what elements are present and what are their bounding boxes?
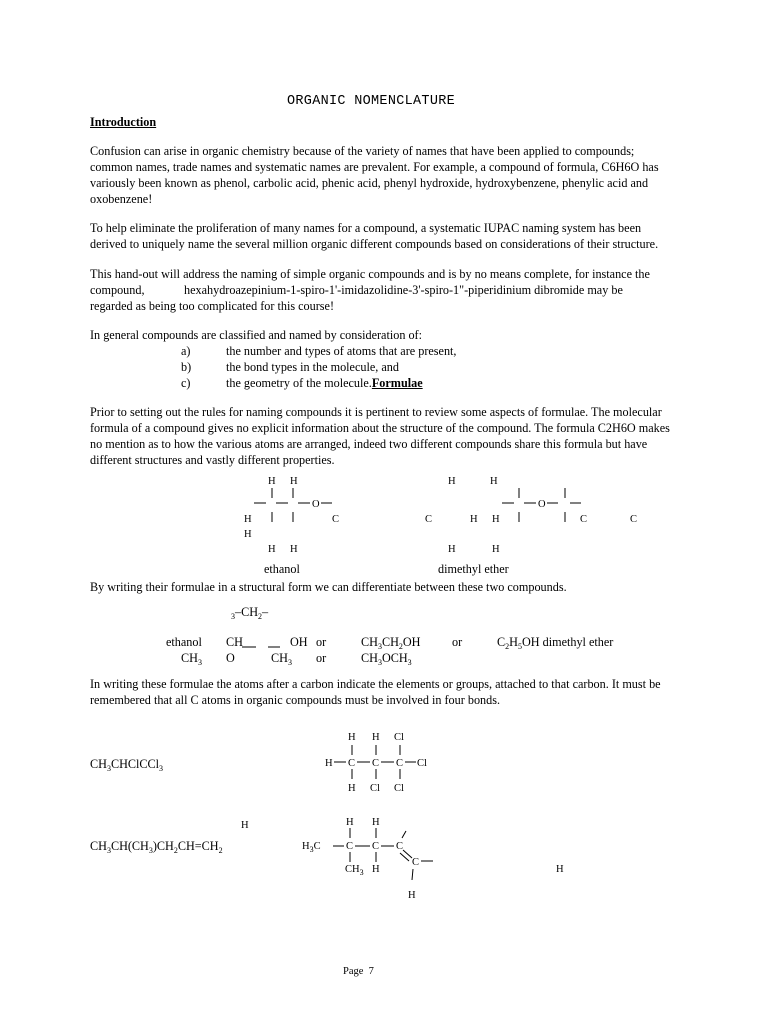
intro-paragraph-3-label: compound,: [90, 283, 145, 297]
ethanol-condensed-formula: $CH_3CH_2OH$: [361, 635, 421, 651]
ethanol-oh-fragment: OH: [290, 635, 308, 649]
formulae-paragraph-1: Prior to setting out the rules for naming compounds it is pertinent to review some aspects of formulae. The molecular formula of a compound gives no explicit information about the structure of the compound. The formula C2H6O makes no mention as to how the various atoms are arranged, indeed two different compounds share this formula but have different structures and vastly different properties.: [90, 405, 670, 467]
dimethyl-ether-condensed-formula: $CH_3OCH_3$: [361, 651, 412, 667]
oxygen-atom: O: [226, 651, 235, 665]
list-item: the bond types in the molecule, and: [226, 360, 399, 374]
introduction-heading: Introduction: [90, 115, 157, 129]
intro-paragraph-2: To help eliminate the proliferation of many names for a compound, a systematic IUPAC naming system has been derived to uniquely name the several million organic different compounds based on considerations of their structure.: [90, 221, 659, 251]
page-title: ORGANIC NOMENCLATURE: [287, 94, 456, 109]
formulae-paragraph-3: In writing these formulae the atoms after a carbon indicate the elements or groups, attached to that carbon. It must be remembered that all C atoms in organic compounds must be involved in four bonds.: [90, 677, 661, 707]
list-marker: c): [181, 376, 191, 390]
intro-paragraph-3-compound-name: hexahydroazepinium-1-spiro-1'-imidazolidine-3'-spiro-1"-piperidinium dibromide may be: [184, 283, 623, 297]
ethanol-ch-fragment: CH: [226, 635, 243, 649]
ethanol-word: ethanol: [166, 635, 202, 649]
list-item: the geometry of the molecule.Formulae: [226, 376, 423, 390]
fragment-formula: $_3-CH_2-$: [231, 605, 269, 621]
ethanol-label: ethanol: [264, 562, 300, 576]
intro-paragraph-3-line-3: regarded as being too complicated for this course!: [90, 299, 334, 313]
list-marker: b): [181, 360, 192, 374]
or-word: or: [316, 635, 327, 649]
compound-1-formula: $CH_3CHClCCl_3$: [90, 757, 164, 773]
formulae-paragraph-2: By writing their formulae in a structural form we can differentiate between these two compounds.: [90, 580, 567, 594]
formulae-heading: Formulae: [371, 376, 423, 390]
page-number: Page 7: [343, 966, 374, 977]
or-word: or: [316, 651, 327, 665]
intro-paragraph-4: In general compounds are classified and named by consideration of:: [90, 328, 422, 342]
stray-hydrogen-label: H: [241, 820, 249, 831]
list-item: the number and types of atoms that are present,: [226, 344, 457, 358]
methyl-group: $CH_3$: [181, 651, 202, 667]
dimethyl-ether-label: dimethyl ether: [438, 562, 509, 576]
intro-paragraph-1: Confusion can arise in organic chemistry because of the variety of names that have been applied to compounds; common names, trade names and systematic names are prevalent. For example, a compound of formula, C6H6O has variously been known as phenol, carbolic acid, phenic acid, phenyl hydroxide, hydroxybenzene, phenylic acid and oxobenzene!: [90, 144, 659, 206]
compound-2-formula: $CH_3CH(CH_3)CH_2CH=CH_2$: [90, 839, 223, 855]
intro-paragraph-3-line-1: This hand-out will address the naming of simple organic compounds and is by no means complete, for instance the: [90, 267, 650, 281]
list-marker: a): [181, 344, 191, 358]
or-word: or: [452, 635, 463, 649]
ethanol-molecular-formula: $C_2H_5OH$ dimethyl ether: [497, 635, 614, 651]
methyl-group: $CH_3$: [271, 651, 292, 667]
